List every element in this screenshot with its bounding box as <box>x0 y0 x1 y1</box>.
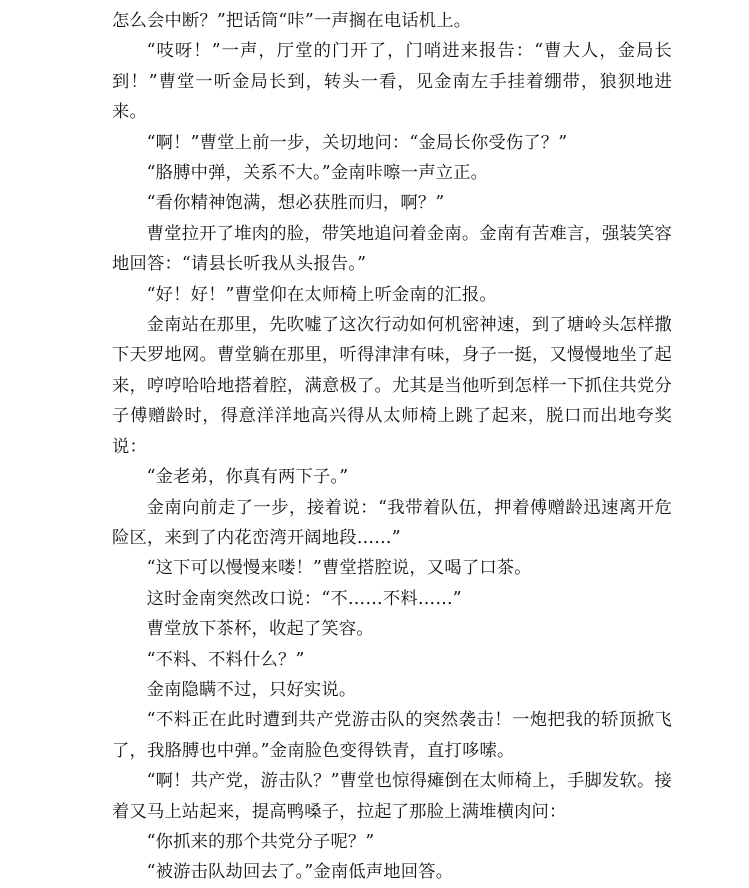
paragraph-11: “这下可以慢慢来喽！”曹堂搭腔说，又喝了口茶。 <box>146 558 532 579</box>
paragraph-16: “不料正在此时遭到共产党游击队的突然袭击！一炮把我的轿顶掀飞了，我胳膊也中弹。”金南脸色变得铁青，直打哆嗦。 <box>112 710 672 761</box>
paragraph-5: “看你精神饱满，想必获胜而归，啊？” <box>146 193 445 214</box>
paragraph-18: “你抓来的那个共党分子呢？” <box>146 831 375 852</box>
document-body <box>112 6 672 888</box>
paragraph-3: “啊！”曹堂上前一步，关切地问：“金局长你受伤了？” <box>146 132 568 153</box>
paragraph-17: “啊！共产党，游击队？”曹堂也惊得瘫倒在太师椅上，手脚发软。接着又马上站起来，提高鸭嗓子，拉起了那脸上满堆横肉问： <box>112 771 672 822</box>
paragraph-4: “胳膊中弹，关系不大。”金南咔嚓一声立正。 <box>146 163 489 184</box>
paragraph-2: “吱呀！”一声，厅堂的门开了，门哨进来报告：“曹大人，金局长到！”曹堂一听金局长到，转头一看，见金南左手挂着绷带，狼狈地进来。 <box>112 41 672 123</box>
paragraph-7: “好！好！”曹堂仰在太师椅上听金南的汇报。 <box>146 284 497 305</box>
paragraph-8: 金南站在那里，先吹嘘了这次行动如何机密神速，到了塘岭头怎样撒下天罗地网。曹堂躺在那里，听得津津有味，身子一挺，又慢慢地坐了起来，哼哼哈哈地搭着腔，满意极了。尤其是当他听到怎样一下抓住共党分子傅赠龄时，得意洋洋地高兴得从太师椅上跳了起来，脱口而出地夸奖说： <box>112 315 672 457</box>
paragraph-1: 怎么会中断？”把话筒“咔”一声搁在电话机上。 <box>112 11 472 31</box>
paragraph-6: 曹堂拉开了堆肉的脸，带笑地追问着金南。金南有苦难言，强装笑容地回答：“请县长听我从头报告。” <box>112 223 672 275</box>
paragraph-19: “被游击队劫回去了。”金南低声地回答。 <box>146 862 454 883</box>
paragraph-9: “金老弟，你真有两下子。” <box>146 467 349 488</box>
paragraph-14: “不料、不料什么？” <box>146 649 305 670</box>
paragraph-12: 这时金南突然改口说：“不……不料……” <box>146 588 462 609</box>
paragraph-15: 金南隐瞒不过，只好实说。 <box>146 679 357 700</box>
paragraph-13: 曹堂放下茶杯，收起了笑容。 <box>146 619 374 640</box>
paragraph-10: 金南向前走了一步，接着说：“我带着队伍，押着傅赠龄迅速离开危险区，来到了内花峦湾开阔地段……” <box>112 497 672 548</box>
